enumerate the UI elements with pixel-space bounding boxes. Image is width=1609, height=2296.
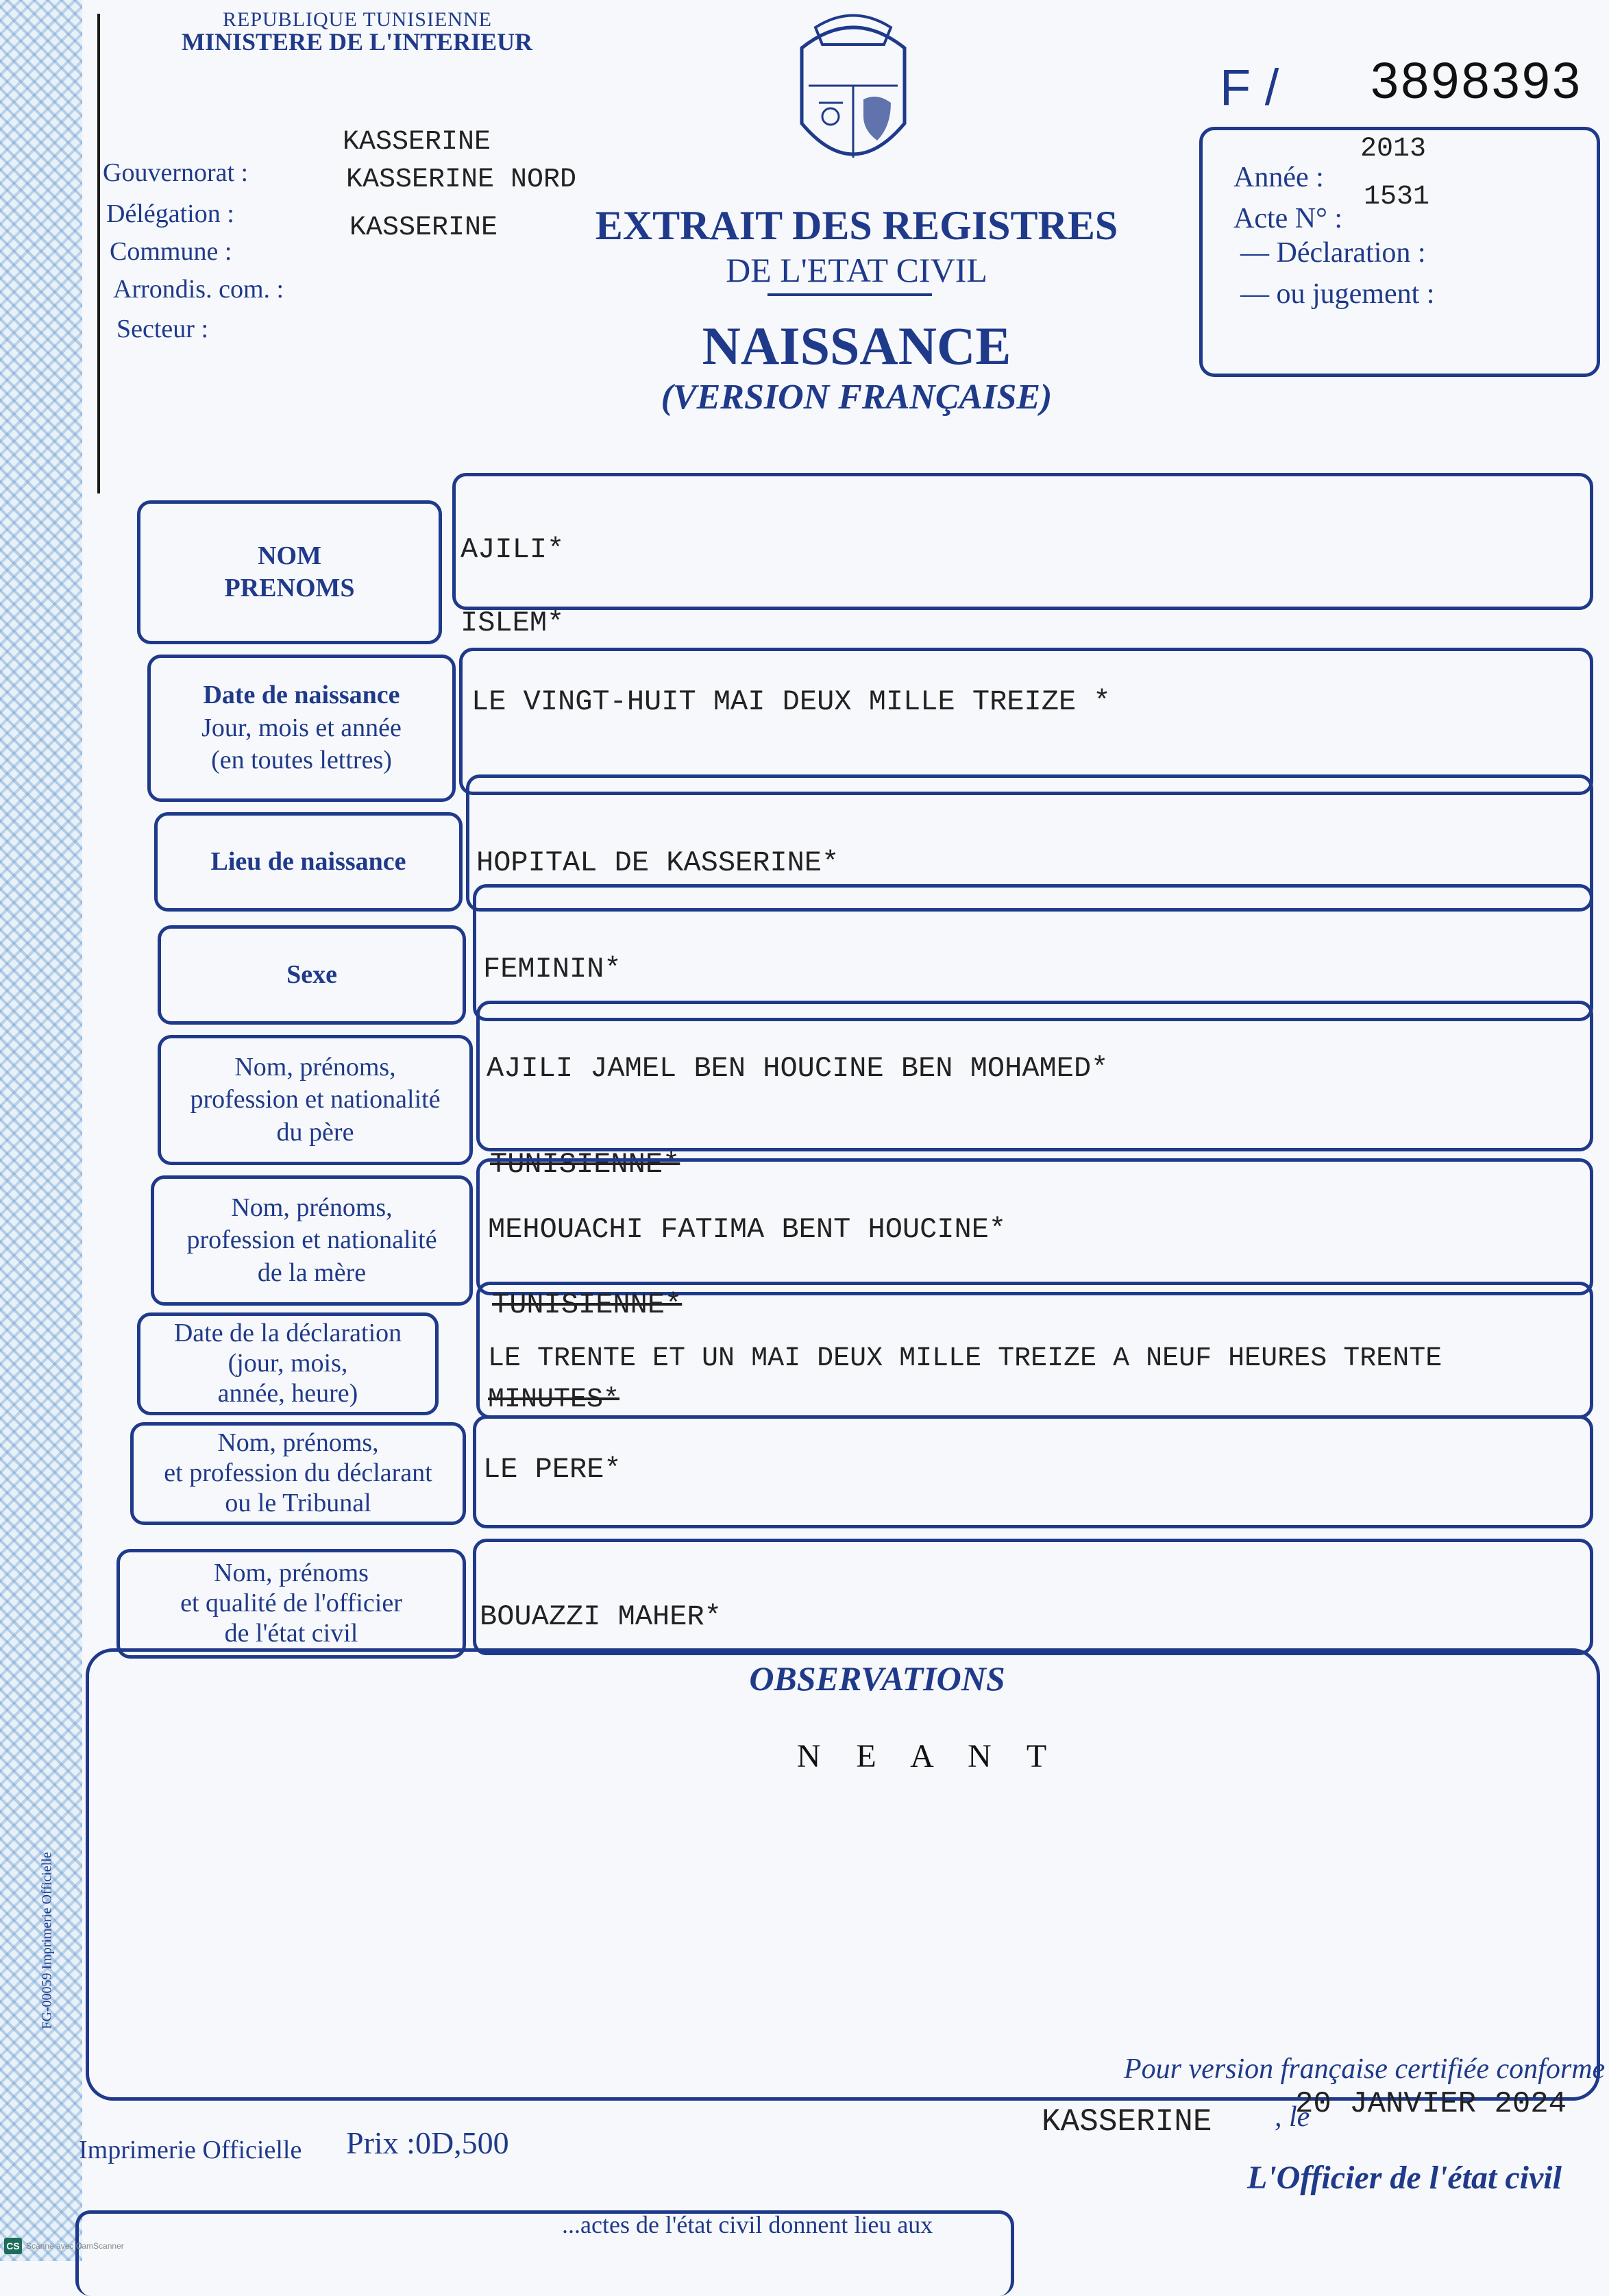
annee-value: 2013 [1360, 134, 1427, 164]
prenoms-value: ISLEM* [460, 607, 565, 639]
acte-label: Acte N° : [1233, 203, 1343, 234]
ministry-label: MINISTERE DE L'INTERIEUR [182, 28, 533, 56]
title-underline [767, 293, 932, 296]
scanner-text: Scanné avec CamScanner [26, 2241, 124, 2251]
annee-label: Année : [1233, 162, 1324, 193]
observations-value: N E A N T [796, 1738, 1061, 1774]
officier-label: Nom, prénoms et qualité de l'officier de l'état civil [116, 1549, 466, 1659]
gouvernorat-value: KASSERINE [343, 127, 491, 158]
date-naissance-value: LE VINGT-HUIT MAI DEUX MILLE TREIZE * [471, 685, 1111, 718]
jugement-label: — ou jugement : [1240, 278, 1435, 310]
scanner-watermark [4, 2238, 124, 2254]
bottom-note-text: ...actes de l'état civil donnent lieu aux [562, 2211, 933, 2238]
declarant-value-box [473, 1415, 1593, 1528]
imprimerie-side-print: FG-00059 Imprimerie Officielle [39, 1852, 55, 2029]
secteur-label: Secteur : [116, 315, 209, 343]
lieu-naissance-value: HOPITAL DE KASSERINE* [476, 846, 839, 879]
declarant-label: Nom, prénoms, et profession du déclarant ou le Tribunal [130, 1422, 466, 1525]
camscanner-logo-icon: CS [4, 2238, 22, 2254]
title-etat-civil: DE L'ETAT CIVIL [726, 251, 987, 289]
nom-value: AJILI* [460, 533, 565, 566]
declaration-label: — Déclaration : [1240, 237, 1426, 269]
observations-box [86, 1648, 1600, 2101]
pere-value: AJILI JAMEL BEN HOUCINE BEN MOHAMED* [487, 1052, 1109, 1085]
certified-le: , le [1275, 2101, 1310, 2133]
form-number: 3898393 [1371, 52, 1583, 109]
acte-value: 1531 [1364, 182, 1430, 212]
title-version: (VERSION FRANÇAISE) [661, 378, 1053, 417]
date-naissance-label: Date de naissance Jour, mois et année (en toutes lettres) [147, 655, 456, 802]
certified-date: 20 JANVIER 2024 [1295, 2087, 1567, 2121]
mere-nationality: TUNISIENNE* [492, 1289, 683, 1321]
declaration-date-label: Date de la déclaration (jour, mois, année, heure) [137, 1312, 439, 1415]
title-extrait: EXTRAIT DES REGISTRES [595, 203, 1118, 248]
form-prefix: F / [1220, 59, 1279, 116]
price-label: Prix :0D,500 [346, 2125, 509, 2160]
coat-of-arms-emblem [788, 7, 918, 185]
declarant-value: LE PERE* [483, 1453, 622, 1486]
nom-prenoms-label: NOM PRENOMS [137, 500, 442, 644]
declaration-value-cont: MINUTES* [488, 1384, 620, 1415]
gouvernorat-label: Gouvernorat : [103, 158, 249, 187]
lieu-naissance-label: Lieu de naissance [154, 812, 463, 912]
sexe-label: Sexe [158, 925, 466, 1025]
officier-value-box [473, 1539, 1593, 1655]
commune-label: Commune : [110, 237, 232, 266]
mere-value: MEHOUACHI FATIMA BENT HOUCINE* [488, 1213, 1007, 1246]
republic-label: REPUBLIQUE TUNISIENNE [223, 8, 492, 31]
left-margin-line [97, 14, 100, 493]
mere-label: Nom, prénoms, profession et nationalité de la mère [151, 1175, 473, 1306]
nom-value-box [452, 473, 1593, 610]
pere-nationality: TUNISIENNE* [490, 1148, 680, 1181]
observations-title: OBSERVATIONS [749, 1659, 1005, 1698]
delegation-label: Délégation : [106, 199, 234, 228]
delegation-value: KASSERINE NORD [346, 164, 577, 195]
date-naissance-value-box [459, 648, 1593, 795]
printer-label: Imprimerie Officielle [79, 2136, 302, 2164]
declaration-value: LE TRENTE ET UN MAI DEUX MILLE TREIZE A NEUF HEURES TRENTE [488, 1343, 1442, 1374]
officier-value: BOUAZZI MAHER* [480, 1600, 722, 1633]
title-naissance: NAISSANCE [702, 316, 1011, 376]
officer-signature-label: L'Officier de l'état civil [1247, 2160, 1562, 2196]
commune-value: KASSERINE [349, 212, 498, 243]
sexe-value: FEMININ* [483, 953, 622, 986]
arrondissement-label: Arrondis. com. : [113, 275, 284, 304]
certified-place: KASSERINE [1042, 2104, 1212, 2140]
pere-label: Nom, prénoms, profession et nationalité du père [158, 1035, 473, 1165]
certified-text: Pour version française certifiée conforme [1124, 2053, 1606, 2085]
